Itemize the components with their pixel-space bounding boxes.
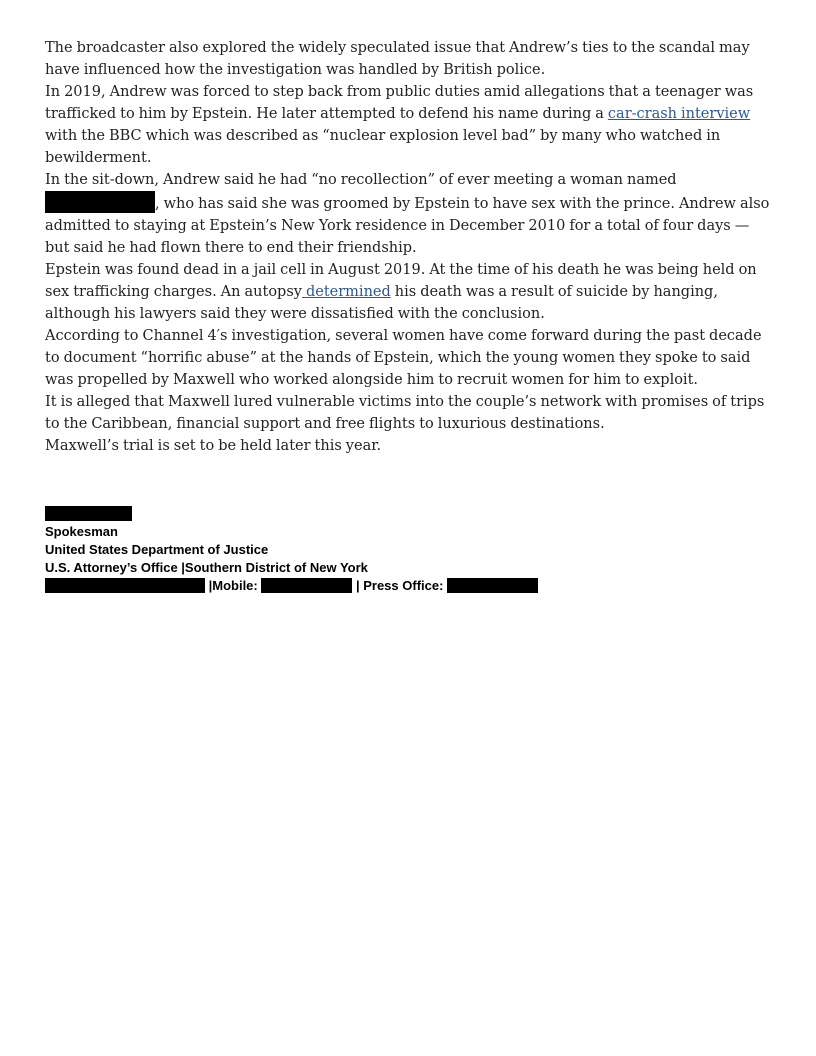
paragraph: The broadcaster also explored the widely speculated issue that Andrew’s ties to the scandal may have influenced how the investigation was handled by British police. [45,40,750,78]
paragraph-text: his death was a result of suicide by hanging, although his lawyers said they were dissatisfied with the conclusion. [45,284,718,322]
determined-link[interactable]: determined [301,284,391,300]
signature-title: Spokesman [45,524,118,539]
signature-contact-line [45,577,538,595]
article-body [45,37,775,457]
signature-office: U.S. Attorney’s Office |Southern District of New York [45,560,368,575]
redaction-mobile [261,578,352,593]
paragraph [45,81,775,169]
redaction-name [45,191,155,213]
signature-name-line [45,505,538,523]
paragraph [45,259,775,325]
press-office-label: | Press Office: [352,578,448,593]
signature-department: United States Department of Justice [45,542,269,557]
paragraph-text: with the BBC which was described as “nuclear explosion level bad” by many who watched in bewilderment. [45,128,721,166]
paragraph: According to Channel 4′s investigation, several women have come forward during the past decade to document “horrific abuse” at the hands of Epstein, which the young women they spoke to said was propelled by Maxwell who worked alongside him to recruit women for him to exploit. [45,328,762,388]
paragraph-text: Epstein was found dead in a jail cell in August 2019. At the time of his death he was being held on sex trafficking charges. An autopsy [45,262,757,300]
redaction-press-office [447,578,538,593]
paragraph-text: , who has said she was groomed by Epstein to have sex with the prince. Andrew also admitted to staying at Epstein’s New York residence in December 2010 for a total of four days — but said he had flown there to end their friendship. [45,196,770,256]
paragraph-text: In 2019, Andrew was forced to step back from public duties amid allegations that a teenager was trafficked to him by Epstein. He later attempted to defend his name during a [45,84,754,122]
paragraph-text: In the sit-down, Andrew said he had “no recollection” of ever meeting a woman named [45,172,677,188]
paragraph: Maxwell’s trial is set to be held later this year. [45,438,382,454]
paragraph [45,169,775,259]
redaction-signer-name [45,506,132,521]
paragraph: It is alleged that Maxwell lured vulnerable victims into the couple’s network with promises of trips to the Caribbean, financial support and free flights to luxurious destinations. [45,394,765,432]
car-crash-interview-link[interactable]: car-crash interview [607,106,751,122]
signature-block [45,505,538,595]
mobile-label: |Mobile: [205,578,262,593]
redaction-email [45,578,205,593]
